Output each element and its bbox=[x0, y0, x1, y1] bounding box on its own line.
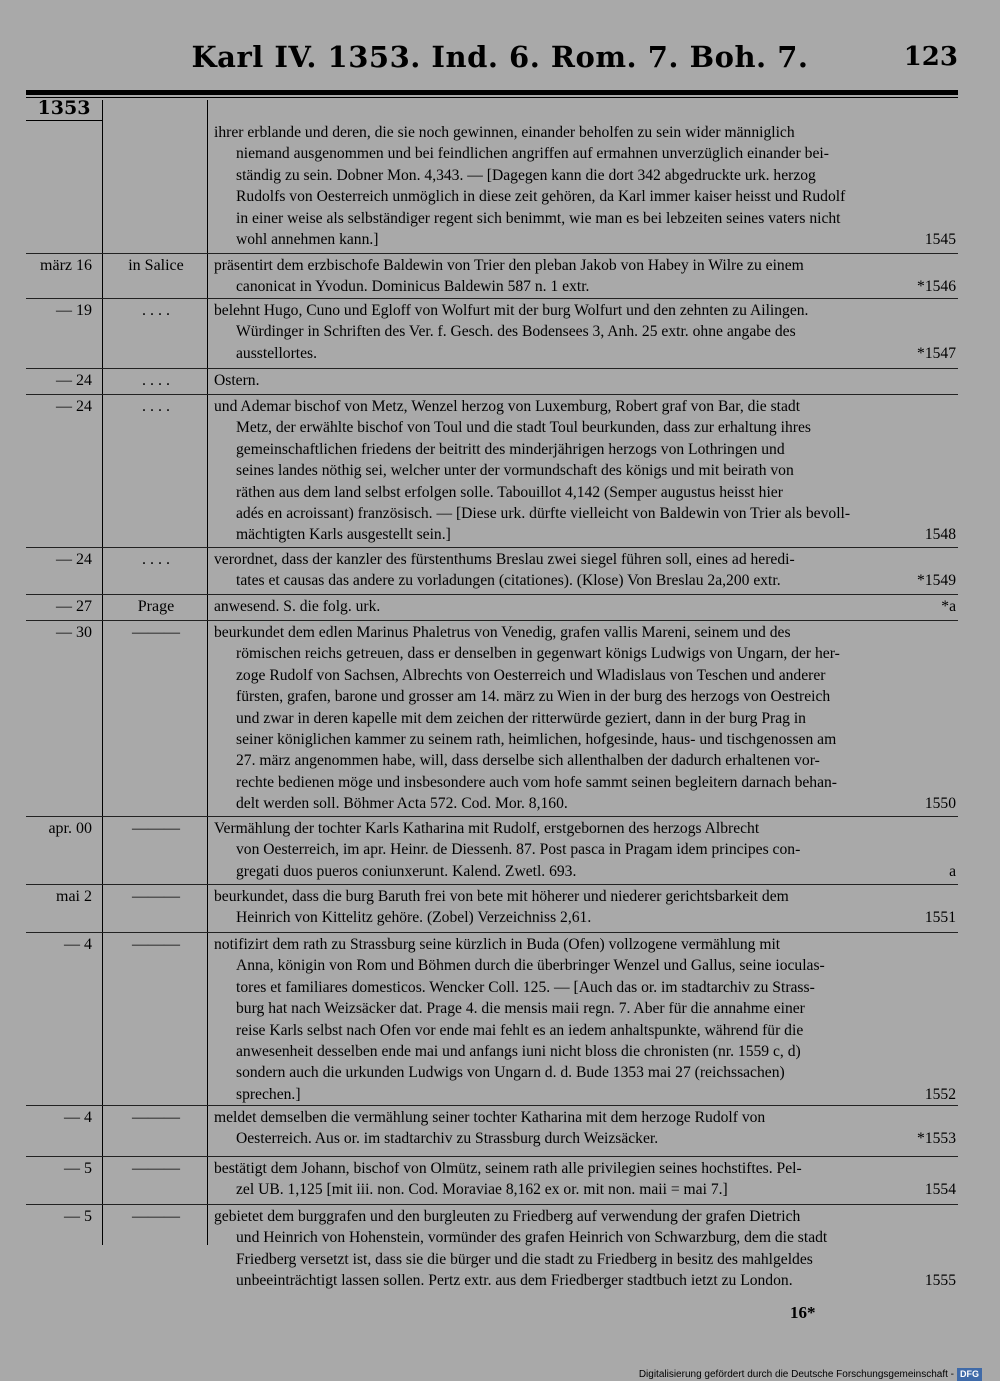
entry-line-text: tates et causas das andere zu vorladungen (citationes). (Klose) Von Breslau 2a,200 extr. bbox=[236, 572, 781, 590]
entry-line bbox=[214, 396, 956, 417]
entry-place: ——— bbox=[132, 1160, 180, 1177]
entry-number: 1548 bbox=[924, 526, 956, 544]
entry-date: — 30 bbox=[56, 624, 92, 641]
entry-line bbox=[214, 439, 956, 460]
entry-date: — 19 bbox=[56, 302, 92, 319]
entry-text bbox=[214, 549, 956, 592]
running-header bbox=[0, 40, 1000, 80]
entry-place: ——— bbox=[132, 1109, 180, 1126]
entry-line-text: mächtigten Karls ausgestellt sein.] bbox=[236, 526, 451, 544]
entry-line bbox=[214, 143, 956, 164]
entry-date: — 27 bbox=[56, 598, 92, 615]
entry-line-text: tores et familiares domesticos. Wencker Coll. 125. — [Auch das or. im stadtarchiv zu Strass- bbox=[236, 978, 815, 996]
entry-line-text: fürsten, grafen, barone und grosser am 14. märz zu Wien in der burg des herzogs von Oestreich bbox=[236, 688, 831, 706]
entry-line bbox=[214, 460, 956, 481]
entry-line-text: canonicat in Yvodun. Dominicus Baldewin 587 n. 1 extr. bbox=[236, 278, 590, 296]
entry-number: 1550 bbox=[924, 795, 956, 813]
entry-line bbox=[214, 955, 956, 976]
page-number: 123 bbox=[903, 42, 958, 72]
entry-line bbox=[214, 524, 956, 545]
entry-date: märz 16 bbox=[40, 257, 92, 274]
entry-date: — 5 bbox=[64, 1208, 92, 1225]
entry-text bbox=[214, 255, 956, 298]
entry-line bbox=[214, 934, 956, 955]
entry-line bbox=[214, 255, 956, 276]
entry-number: *a bbox=[941, 598, 956, 615]
entry-line bbox=[214, 276, 956, 297]
entry-line bbox=[214, 482, 956, 503]
entry-line bbox=[214, 417, 956, 438]
entry-place: in Salice bbox=[128, 257, 184, 274]
entry-line bbox=[214, 729, 956, 750]
header-rule-thin bbox=[26, 97, 958, 98]
entry-line-text: Ostern. bbox=[214, 372, 260, 389]
entry-number: 1552 bbox=[924, 1085, 956, 1103]
entry-separator bbox=[26, 620, 958, 621]
entry-text bbox=[214, 818, 956, 882]
entry-text bbox=[214, 596, 956, 617]
entry-line-text: beurkundet, dass die burg Baruth frei von bete mit höherer und niederer gerichtsbarkeit dem bbox=[214, 888, 789, 905]
entry-line-text: anwesenheit desselben ende mai und anfangs iuni nicht bloss die chronisten (nr. 1559 c, d) bbox=[236, 1043, 801, 1061]
entry-line-text: 27. märz angenommen habe, will, dass derselbe sich allenthalben der dadurch erhaltenen vor- bbox=[236, 752, 820, 770]
entry-line-text: rechte bedienen möge und insbesondere auch vom hofe sammt seinen begleitern darnach behan- bbox=[236, 773, 837, 791]
entry-place: ——— bbox=[132, 820, 180, 837]
entry-date: — 5 bbox=[64, 1160, 92, 1177]
entry-line bbox=[214, 708, 956, 729]
entry-line-text: gemeinschaftlichen friedens der beitritt des minderjährigen herzogs von Lothringen und bbox=[236, 440, 785, 458]
entry-line bbox=[214, 861, 956, 882]
entry-separator bbox=[26, 1204, 958, 1205]
header-rule bbox=[26, 90, 958, 95]
entry-line-text: wohl annehmen kann.] bbox=[236, 231, 379, 249]
entry-line bbox=[214, 1020, 956, 1041]
entry-line-text: zoge Rudolf von Sachsen, Albrechts von Oesterreich und Wladislaus von Teschen und anderer bbox=[236, 666, 826, 684]
entry-line bbox=[214, 343, 956, 364]
entry-line bbox=[214, 998, 956, 1019]
entry-place: ——— bbox=[132, 1208, 180, 1225]
entry-line bbox=[214, 1206, 956, 1227]
entry-line bbox=[214, 122, 956, 143]
entry-line-text: sprechen.] bbox=[236, 1085, 301, 1103]
entry-line-text: notifizirt dem rath zu Strassburg seine kürzlich in Buda (Ofen) vollzogene vermählung mit bbox=[214, 936, 781, 953]
entry-line-text: bestätigt dem Johann, bischof von Olmütz, seinem rath alle privilegien seines hochstiftes. Pel- bbox=[214, 1160, 802, 1177]
entry-place: ——— bbox=[132, 624, 180, 641]
entry-line bbox=[214, 772, 956, 793]
year-label: 1353 bbox=[37, 97, 91, 119]
entry-line bbox=[214, 977, 956, 998]
entry-text bbox=[214, 622, 956, 815]
entry-line bbox=[214, 839, 956, 860]
entry-line bbox=[214, 643, 956, 664]
column-divider-place bbox=[207, 100, 208, 1245]
entry-number: *1553 bbox=[917, 1130, 956, 1148]
entry-line bbox=[214, 300, 956, 321]
entry-line-text: Metz, der erwählte bischof von Toul und die stadt Toul beurkunden, dass zur erhaltung ihres bbox=[236, 419, 811, 437]
year-underline bbox=[26, 120, 102, 121]
entry-text bbox=[214, 122, 956, 250]
entry-line-text: adés en acroissant) französisch. — [Diese urk. dürfte vielleicht von Baldewin von Trier als bevoll- bbox=[236, 505, 851, 523]
entry-date: mai 2 bbox=[56, 888, 92, 905]
entry-separator bbox=[26, 298, 958, 299]
entry-text bbox=[214, 1107, 956, 1150]
entry-date: apr. 00 bbox=[48, 820, 92, 837]
entry-line-text: delt werden soll. Böhmer Acta 572. Cod. Mor. 8,160. bbox=[236, 795, 568, 813]
entry-separator bbox=[26, 547, 958, 548]
entry-place: ——— bbox=[132, 888, 180, 905]
entry-line-text: Vermählung der tochter Karls Katharina mit Rudolf, erstgebornen des herzogs Albrecht bbox=[214, 820, 760, 837]
entry-separator bbox=[26, 932, 958, 933]
entry-line-text: beurkundet dem edlen Marinus Phaletrus von Venedig, grafen vallis Mareni, seinem und des bbox=[214, 624, 791, 641]
entry-line-text: Oesterreich. Aus or. im stadtarchiv zu Strassburg durch Weizsäcker. bbox=[236, 1130, 659, 1148]
entry-line-text: und Heinrich von Hohenstein, vormünder des grafen Heinrich von Schwarzburg, dem die stadt bbox=[236, 1229, 828, 1247]
credit-text: Digitalisierung gefördert durch die Deutsche Forschungsgemeinschaft - bbox=[638, 1369, 954, 1380]
entry-text bbox=[214, 370, 956, 391]
entry-line bbox=[214, 818, 956, 839]
entry-line bbox=[214, 1041, 956, 1062]
entry-line-text: unbeeinträchtigt lassen sollen. Pertz extr. aus dem Friedberger stadtbuch ietzt zu London. bbox=[236, 1272, 793, 1290]
entry-separator bbox=[26, 368, 958, 369]
entry-separator bbox=[26, 1156, 958, 1157]
entry-line bbox=[214, 1179, 956, 1200]
entry-line-text: gregati duos pueros coniunxerunt. Kalend. Zwetl. 693. bbox=[236, 862, 577, 880]
entry-place: Prage bbox=[137, 598, 175, 615]
entry-separator bbox=[26, 884, 958, 885]
entry-text bbox=[214, 934, 956, 1105]
entry-number: *1547 bbox=[917, 344, 956, 362]
entry-line bbox=[214, 793, 956, 814]
entry-line-text: von Oesterreich, im apr. Heinr. de Diessenh. 87. Post pasca in Pragam idem principes con- bbox=[236, 841, 801, 859]
digitization-credit bbox=[639, 1368, 982, 1381]
entry-line bbox=[214, 665, 956, 686]
entry-line bbox=[214, 165, 956, 186]
entry-line bbox=[214, 1249, 956, 1270]
entry-line-text: Würdinger in Schriften des Ver. f. Gesch. des Bodensees 3, Anh. 25 extr. ohne angabe des bbox=[236, 323, 796, 341]
entry-line-text: ausstellortes. bbox=[236, 344, 317, 362]
entry-date: — 24 bbox=[56, 372, 92, 389]
entry-line-text: ständig zu sein. Dobner Mon. 4,343. — [Dagegen kann die dort 342 abgedruckte urk. herzog bbox=[236, 166, 816, 184]
column-divider-date bbox=[102, 100, 103, 1245]
entry-number: 1551 bbox=[924, 909, 956, 927]
entry-line bbox=[214, 1128, 956, 1149]
entry-line-text: und Ademar bischof von Metz, Wenzel herzog von Luxemburg, Robert graf von Bar, die stadt bbox=[214, 398, 801, 415]
entry-line-text: gebietet dem burggrafen und den burgleuten zu Friedberg auf verwendung der grafen Dietrich bbox=[214, 1208, 801, 1225]
entry-date: — 4 bbox=[64, 1109, 92, 1126]
entry-separator bbox=[26, 1105, 958, 1106]
entry-text bbox=[214, 396, 956, 546]
entry-line bbox=[214, 1084, 956, 1105]
entry-line-text: Rudolfs von Oesterreich unmöglich in diese zeit gehören, da Karl immer kaiser heisst und Rudolf bbox=[236, 188, 846, 206]
entry-line bbox=[214, 208, 956, 229]
entry-line-text: Heinrich von Kittelitz gehöre. (Zobel) Verzeichniss 2,61. bbox=[236, 909, 592, 927]
entry-line-text: zel UB. 1,125 [mit iii. non. Cod. Moraviae 8,162 ex or. mit non. maii = mai 7.] bbox=[236, 1181, 728, 1199]
entry-line bbox=[214, 1158, 956, 1179]
entry-line-text: niemand ausgenommen und bei feindlichen angriffen auf ermahnen unverzüglich einander bei- bbox=[236, 145, 829, 163]
entry-line bbox=[214, 750, 956, 771]
entry-line bbox=[214, 321, 956, 342]
entry-line bbox=[214, 907, 956, 928]
entry-line bbox=[214, 596, 956, 617]
entry-text bbox=[214, 1158, 956, 1201]
signature-mark: 16* bbox=[790, 1303, 816, 1322]
entry-place: . . . . bbox=[142, 302, 170, 319]
entry-place: . . . . bbox=[142, 398, 170, 415]
entry-line-text: räthen aus dem land selbst erfolgen solle. Tabouillot 4,142 (Semper augustus heisst hier bbox=[236, 483, 783, 501]
entry-line bbox=[214, 1270, 956, 1291]
entry-separator bbox=[26, 594, 958, 595]
entry-date: — 24 bbox=[56, 398, 92, 415]
entry-place: ——— bbox=[132, 936, 180, 953]
entry-line bbox=[214, 503, 956, 524]
entry-line bbox=[214, 549, 956, 570]
entry-line bbox=[214, 370, 956, 391]
entry-text bbox=[214, 300, 956, 364]
entry-date: — 4 bbox=[64, 936, 92, 953]
entry-line-text: in einer weise als selbständiger regent sich benimmt, wie man es bei lebzeiten seines vaters nicht bbox=[236, 209, 841, 227]
entry-line-text: anwesend. S. die folg. urk. bbox=[214, 598, 381, 615]
entry-number: 1554 bbox=[924, 1181, 956, 1199]
entry-line bbox=[214, 1107, 956, 1128]
entry-number: 1555 bbox=[924, 1272, 956, 1290]
entry-number: *1546 bbox=[917, 278, 956, 296]
entry-line bbox=[214, 1227, 956, 1248]
entry-line bbox=[214, 622, 956, 643]
entry-line bbox=[214, 1062, 956, 1083]
entry-line-text: präsentirt dem erzbischofe Baldewin von Trier den pleban Jakob von Habey in Wilre zu einem bbox=[214, 257, 804, 274]
entry-line bbox=[214, 229, 956, 250]
entry-line-text: belehnt Hugo, Cuno und Egloff von Wolfurt mit der burg Wolfurt und den zehnten zu Ailingen. bbox=[214, 302, 809, 319]
entry-line-text: ihrer erblande und deren, die sie noch gewinnen, einander beholfen zu sein wider männiglich bbox=[214, 124, 795, 141]
entry-place: . . . . bbox=[142, 372, 170, 389]
entry-line bbox=[214, 186, 956, 207]
entry-number: 1545 bbox=[924, 231, 956, 249]
entry-text bbox=[214, 1206, 956, 1292]
entry-text bbox=[214, 886, 956, 929]
entry-date: — 24 bbox=[56, 551, 92, 568]
entry-line bbox=[214, 886, 956, 907]
entry-line-text: Anna, königin von Rom und Böhmen durch die überbringer Wenzel und Gallus, seine ioculas- bbox=[236, 957, 825, 975]
entry-separator bbox=[26, 253, 958, 254]
entry-line-text: reise Karls selbst nach Ofen vor ende mai fehlt es an iedem anhaltspunkte, während für die bbox=[236, 1021, 804, 1039]
entry-line bbox=[214, 570, 956, 591]
entry-separator bbox=[26, 816, 958, 817]
entry-line-text: Friedberg versetzt ist, dass sie die bürger und die stadt zu Friedberg in besitz des mahlgeldes bbox=[236, 1250, 813, 1268]
entry-line-text: meldet demselben die vermählung seiner tochter Katharina mit dem herzoge Rudolf von bbox=[214, 1109, 766, 1126]
entry-number: a bbox=[949, 862, 956, 880]
entry-line-text: seiner königlichen kammer zu seinem rath, heimlichen, hofgesinde, haus- und tischgenossen am bbox=[236, 731, 837, 749]
entry-line bbox=[214, 686, 956, 707]
dfg-logo: DFG bbox=[957, 1368, 982, 1381]
entry-line-text: römischen reichs getreuen, dass er denselben in gegenwart königs Ludwigs von Ungarn, der her- bbox=[236, 645, 840, 663]
entry-place: . . . . bbox=[142, 551, 170, 568]
entry-line-text: burg hat nach Weizsäcker dat. Prage 4. die mensis maii regn. 7. Aber für die annahme einer bbox=[236, 1000, 805, 1018]
entry-number: *1549 bbox=[917, 572, 956, 590]
entry-line-text: seines landes nöthig sei, welcher unter der vormundschaft des königs und mit beirath von bbox=[236, 462, 794, 480]
entry-line-text: verordnet, dass der kanzler des fürstenthums Breslau zwei siegel führen soll, eines ad heredi- bbox=[214, 551, 795, 568]
running-title: Karl IV. 1353. Ind. 6. Rom. 7. Boh. 7. bbox=[191, 40, 809, 74]
entry-line-text: und zwar in deren kapelle mit dem zeichen der ritterwürde geziert, dann in der burg Prag in bbox=[236, 709, 806, 727]
entry-line-text: sondern auch die urkunden Ludwigs von Ungarn d. d. Bude 1353 mai 27 (reichssachen) bbox=[236, 1064, 785, 1082]
entry-separator bbox=[26, 394, 958, 395]
